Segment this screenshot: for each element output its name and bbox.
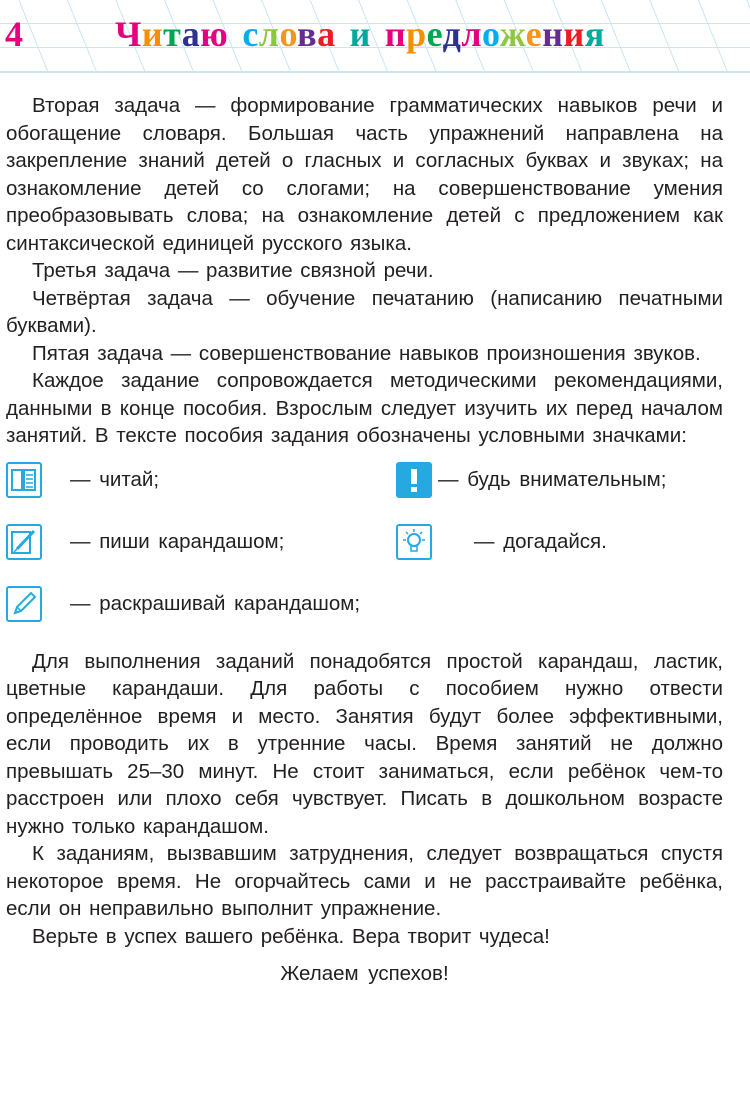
paragraph-task-2: Вторая задача — формирование грамматических навыков речи и обогащение словаря. Большая часть упражнений направлена на закрепление знаний детей о гласных и согласных буквах и звуках; на ознакомление детей со слогами; на совершенствование умения преобразовывать слова; на ознакомление детей с предложением как синтаксической единицей русского языка. bbox=[6, 94, 723, 255]
paragraph-materials: Для выполнения заданий понадобятся простой карандаш, ластик, цветные карандаши. Для работы с пособием нужно отвести определённое время и место. Занятия будут более эффективными, если проводить их в утренние часы. Время занятий не должно превышать 25–30 минут. Не стоит заниматься, если ребёнок чем-то расстроен или плохо себя чувствует. Писать в дошкольном возрасте нужно только карандашом. bbox=[6, 649, 723, 838]
page-title bbox=[115, 12, 655, 56]
title-word: Читаю bbox=[115, 14, 229, 54]
title-word: и bbox=[349, 14, 371, 54]
legend-attention bbox=[396, 462, 666, 498]
icon-legend bbox=[6, 458, 723, 648]
paragraph-task-4: Четвёртая задача — обучение печатанию (написанию печатными буквами). bbox=[6, 286, 723, 337]
legend-attention-text: — будь внимательным; bbox=[438, 467, 667, 491]
legend-guess bbox=[396, 524, 607, 560]
paragraph-task-3: Третья задача — развитие связной речи. bbox=[32, 259, 434, 282]
title-word: слова bbox=[242, 14, 336, 54]
closing-wish: Желаем успехов! bbox=[280, 962, 449, 985]
pencil-write-icon bbox=[6, 524, 42, 560]
paragraph-difficulties: К заданиям, вызвавшим затруднения, следует возвращаться спустя некоторое время. Не огорчайтесь сами и не расстраивайте ребёнка, если он неправильно выполнит упражнение. bbox=[6, 842, 723, 920]
paragraph-icons-intro: Каждое задание сопровождается методическими рекомендациями, данными в конце пособия. Взрослым следует изучить их перед началом занятий. В тексте пособия задания обозначены условными значками: bbox=[6, 369, 723, 447]
page-number: 4 bbox=[5, 14, 23, 54]
legend-write bbox=[6, 524, 284, 560]
title-word: предложения bbox=[384, 14, 605, 54]
legend-write-text: — пиши карандашом; bbox=[70, 529, 285, 553]
legend-read bbox=[6, 462, 159, 498]
book-icon bbox=[6, 462, 42, 498]
legend-color bbox=[6, 586, 360, 622]
exclamation-icon bbox=[396, 462, 432, 498]
lightbulb-icon bbox=[396, 524, 432, 560]
pencil-color-icon bbox=[6, 586, 42, 622]
page-header bbox=[0, 0, 750, 73]
legend-color-text: — раскрашивай карандашом; bbox=[70, 591, 361, 615]
paragraph-task-5: Пятая задача — совершенствование навыков произношения звуков. bbox=[32, 341, 701, 365]
paragraph-believe: Верьте в успех вашего ребёнка. Вера творит чудеса! bbox=[32, 924, 550, 948]
legend-read-text: — читай; bbox=[70, 467, 160, 491]
main-content bbox=[6, 92, 723, 988]
legend-guess-text: — догадайся. bbox=[474, 529, 607, 553]
